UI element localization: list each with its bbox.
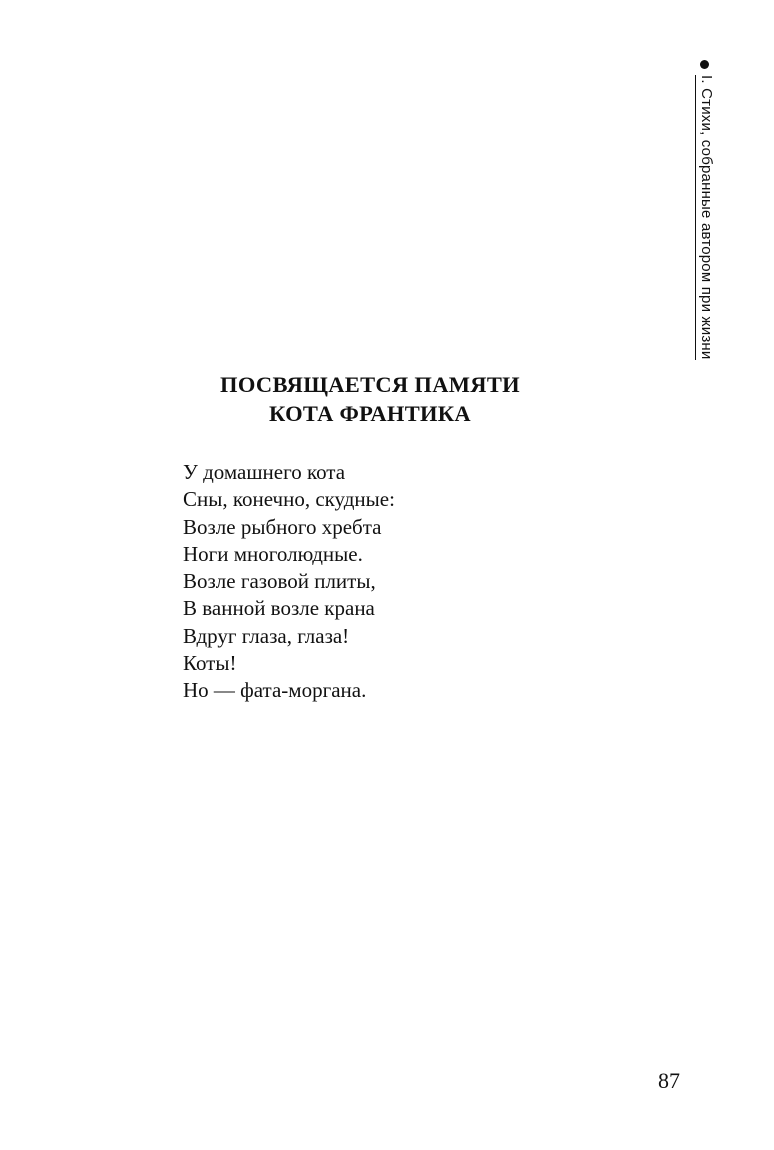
poem-line: Коты!	[183, 651, 237, 676]
poem-line: Возле рыбного хребта	[183, 514, 382, 539]
poem-title-line: КОТА ФРАНТИКА	[269, 401, 471, 426]
poem-line: Вдруг глаза, глаза!	[183, 623, 350, 648]
running-header-rotated	[692, 60, 718, 400]
poem-line: Ноги многолюдные.	[183, 541, 363, 566]
poem-line: Но — фата-моргана.	[183, 678, 367, 703]
page-number: 87	[658, 1068, 680, 1093]
poem-line: В ванной возле крана	[183, 596, 375, 621]
poem-line: Сны, конечно, скудные:	[183, 487, 395, 512]
poem-title	[160, 370, 580, 428]
bullet-icon	[701, 60, 710, 69]
poem-line: Возле газовой плиты,	[183, 569, 376, 594]
running-header-text: I. Стихи, собранные автором при жизни	[695, 75, 715, 360]
running-header	[692, 60, 718, 400]
poem-body	[183, 459, 583, 705]
poem-title-line: ПОСВЯЩАЕТСЯ ПАМЯТИ	[220, 372, 520, 397]
poem-line: У домашнего кота	[183, 460, 346, 484]
